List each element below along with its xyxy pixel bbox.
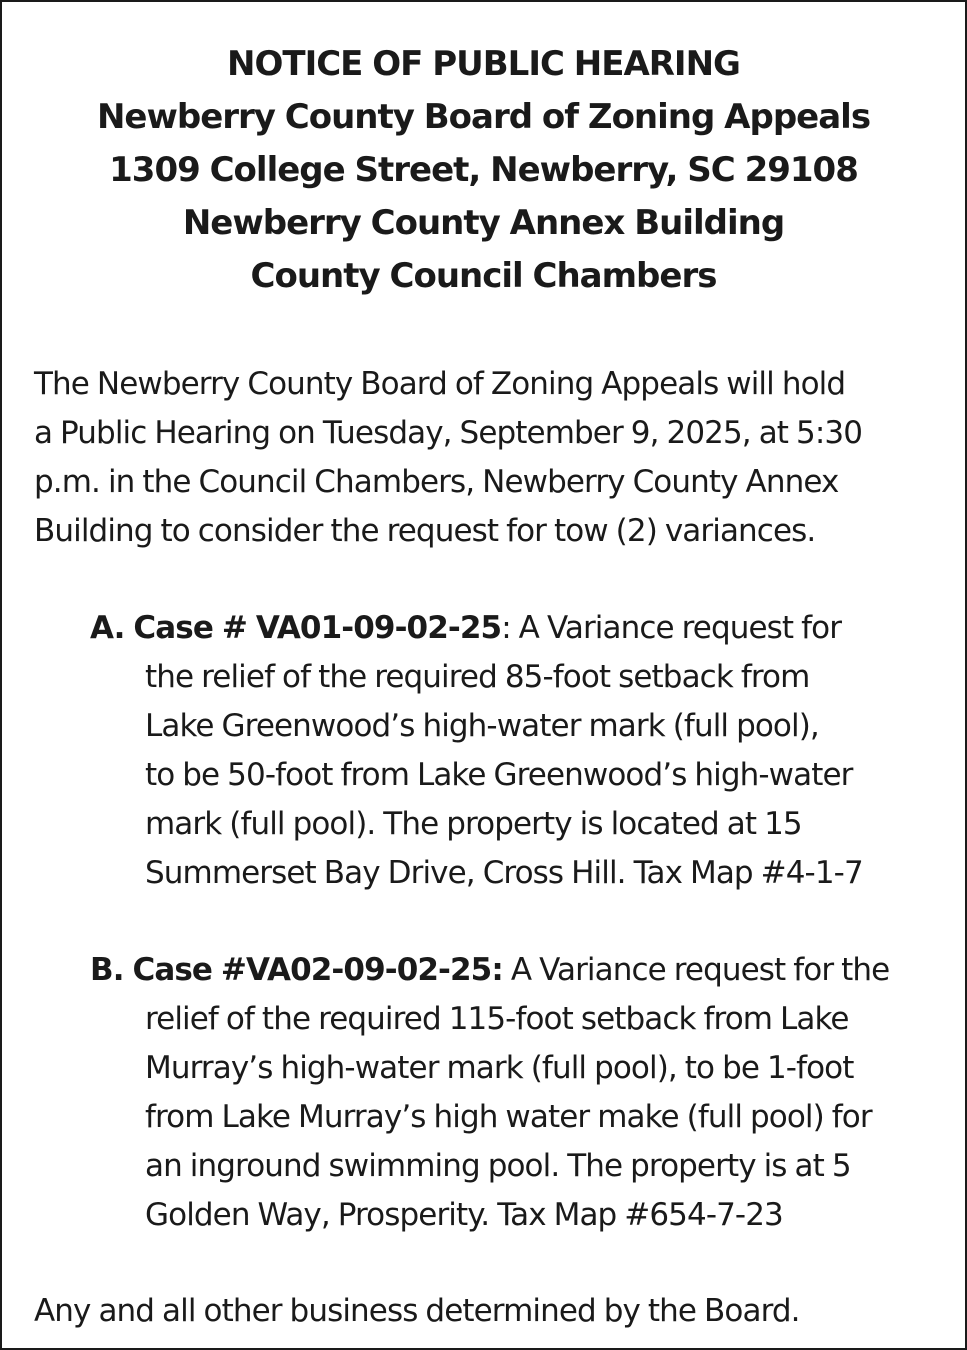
room-name: County Council Chambers xyxy=(250,256,717,296)
notice-title: NOTICE OF PUBLIC HEARING xyxy=(227,44,740,84)
case-b-line: relief of the required 115-foot setback from Lake xyxy=(145,1001,849,1037)
board-name: Newberry County Board of Zoning Appeals xyxy=(96,97,871,137)
case-a-first-line xyxy=(90,604,925,653)
case-a-line: Lake Greenwood’s high-water mark (full pool), xyxy=(145,708,819,744)
case-a-line: mark (full pool). The property is located at 15 xyxy=(145,806,802,842)
case-a-line: to be 50-foot from Lake Greenwood’s high-water xyxy=(145,757,853,793)
intro-line: Building to consider the request for tow (2) variances. xyxy=(34,513,816,549)
intro-line: p.m. in the Council Chambers, Newberry County Annex xyxy=(34,464,839,500)
case-a-line: the relief of the required 85-foot setback from xyxy=(145,659,810,695)
case-b-line: an inground swimming pool. The property is at 5 xyxy=(145,1148,851,1184)
case-a-title: A. Case # VA01-09-02-25 xyxy=(90,610,502,646)
building-name: Newberry County Annex Building xyxy=(182,203,785,243)
case-a-first-line-rest: : A Variance request for xyxy=(501,610,842,646)
case-a xyxy=(90,604,925,898)
case-b xyxy=(90,946,925,1240)
case-b-title: B. Case #VA02-09-02-25: xyxy=(90,952,503,988)
case-b-line: Murray’s high-water mark (full pool), to be 1-foot xyxy=(145,1050,854,1086)
intro-paragraph xyxy=(34,360,941,556)
intro-line: a Public Hearing on Tuesday, September 9, 2025, at 5:30 xyxy=(34,415,863,451)
address: 1309 College Street, Newberry, SC 29108 xyxy=(109,150,858,190)
case-b-line: Golden Way, Prosperity. Tax Map #654-7-23 xyxy=(145,1197,783,1233)
case-b-first-line-rest: A Variance request for the xyxy=(502,952,890,988)
closing-statement: Any and all other business determined by the Board. xyxy=(34,1293,800,1329)
intro-line: The Newberry County Board of Zoning Appeals will hold xyxy=(34,366,846,402)
case-b-first-line xyxy=(90,946,925,995)
notice-header xyxy=(2,38,965,303)
case-b-line: from Lake Murray’s high water make (full pool) for xyxy=(145,1099,872,1135)
case-a-line: Summerset Bay Drive, Cross Hill. Tax Map #4-1-7 xyxy=(145,855,863,891)
